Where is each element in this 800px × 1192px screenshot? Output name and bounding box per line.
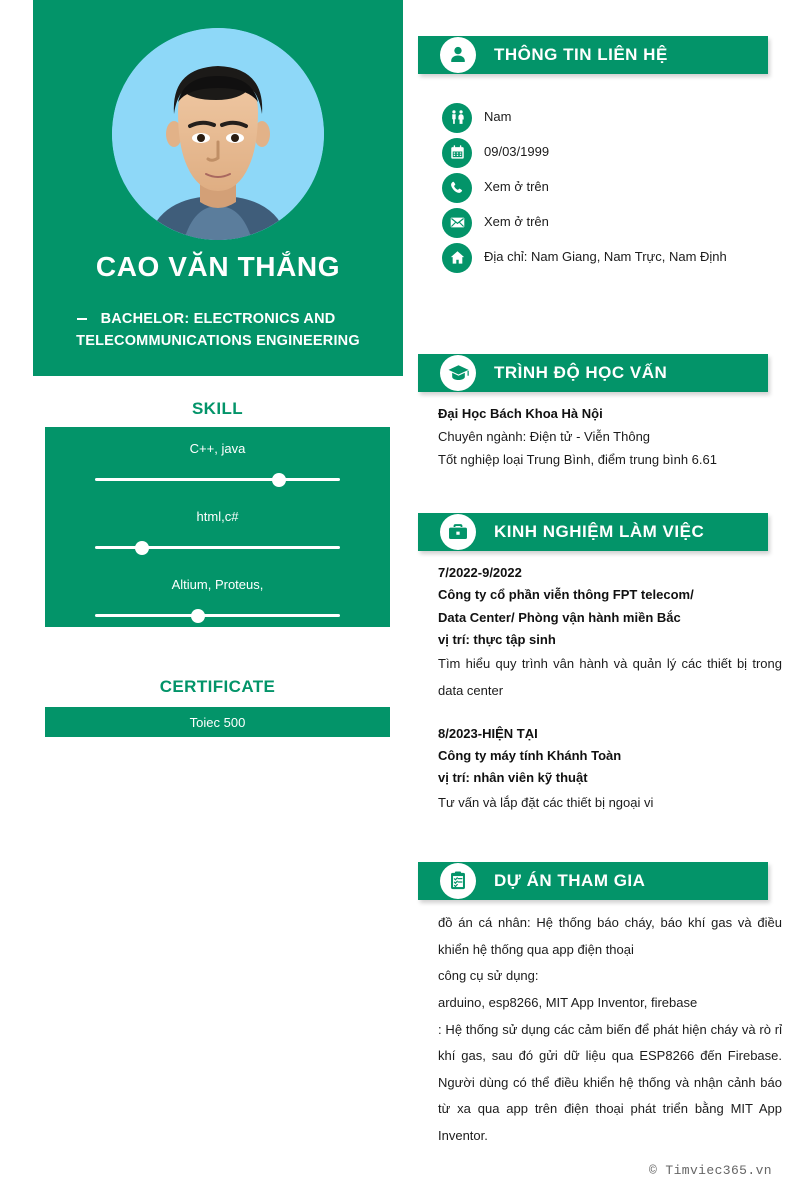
skill-box — [45, 427, 390, 627]
slider-track — [95, 546, 340, 549]
project-title: đồ án cá nhân: Hệ thống báo cháy, báo khí gas và điều khiển hệ thống qua app điện thoại — [438, 915, 782, 957]
avatar — [112, 28, 324, 240]
section-title: THÔNG TIN LIÊN HỆ — [494, 45, 668, 64]
education-major: Chuyên ngành: Điện tử - Viễn Thông — [438, 429, 651, 445]
experience-job — [438, 562, 782, 705]
section-title: KINH NGHIỆM LÀM VIỆC — [494, 522, 705, 541]
contact-row-email[interactable] — [410, 205, 800, 240]
slider-knob[interactable] — [191, 609, 205, 623]
job-company-line2: Data Center/ Phòng vận hành miền Bắc — [438, 609, 681, 625]
calendar-icon — [442, 138, 472, 168]
contact-value: Nam — [484, 109, 512, 125]
slider-knob[interactable] — [135, 541, 149, 555]
education-school: Đại Học Bách Khoa Hà Nội — [438, 406, 603, 421]
job-description: Tìm hiểu quy trình vân hành và quản lý các thiết bị trong data center — [438, 656, 782, 699]
project-tools-label: công cụ sử dụng: — [438, 968, 539, 984]
contact-row-address — [410, 240, 800, 275]
education-result: Tốt nghiệp loại Trung Bình, điểm trung bình 6.61 — [438, 452, 717, 468]
job-position: vị trí: thực tập sinh — [438, 632, 556, 648]
slider-track — [95, 614, 340, 617]
slider-track — [95, 478, 340, 481]
profile-panel — [33, 0, 403, 376]
contact-list — [410, 100, 800, 275]
experience-job — [438, 723, 782, 817]
footer-watermark: © Timviec365.vn — [648, 1163, 772, 1178]
skill-slider[interactable] — [95, 541, 340, 555]
section-header-education — [418, 354, 768, 392]
slider-knob[interactable] — [272, 473, 286, 487]
contact-value: Xem ở trên — [484, 214, 549, 230]
contact-row-birthday — [410, 135, 800, 170]
spacer — [438, 705, 782, 723]
skill-slider[interactable] — [95, 609, 340, 623]
skill-heading: SKILL — [191, 399, 244, 418]
contact-value: Địa chỉ: Nam Giang, Nam Trực, Nam Định — [484, 249, 727, 265]
job-period: 8/2023-HIỆN TẠI — [438, 725, 538, 741]
skill-item — [45, 509, 390, 555]
contact-row-gender — [410, 100, 800, 135]
contact-value: 09/03/1999 — [484, 144, 550, 160]
skill-slider[interactable] — [95, 473, 340, 487]
portrait-photo-icon — [112, 28, 324, 240]
person-icon — [440, 37, 476, 73]
education-body — [438, 403, 782, 472]
page-title: CAO VĂN THẮNG — [95, 251, 341, 282]
project-description: : Hệ thống sử dụng các cảm biến để phát hiện cháy và rò rỉ khí gas, sau đó gửi dữ liệu qua ESP8266 đến Firebase. Người dùng có thể điều khiển hệ thống và nhận cảnh báo từ xa qua app trên điện thoại phát triển bằng MIT App Inventor. — [438, 1021, 782, 1144]
briefcase-icon — [440, 514, 476, 550]
right-column — [410, 0, 800, 1192]
certificate-item: Toiec 500 — [45, 707, 390, 737]
section-title: DỰ ÁN THAM GIA — [494, 871, 646, 890]
contact-value: Xem ở trên — [484, 179, 549, 195]
section-header-contact — [418, 36, 768, 74]
job-title: BACHELOR: ELECTRONICS AND TELECOMMUNICATIONS ENGINEERING — [76, 311, 360, 350]
job-position: vị trí: nhân viên kỹ thuật — [438, 770, 588, 786]
job-period: 7/2022-9/2022 — [438, 565, 522, 580]
experience-body — [438, 562, 782, 816]
contact-row-phone[interactable] — [410, 170, 800, 205]
projects-body — [438, 910, 782, 1150]
job-company-line1: Công ty máy tính Khánh Toàn — [438, 748, 622, 764]
gender-icon — [442, 103, 472, 133]
job-company-line1: Công ty cổ phần viễn thông FPT telecom/ — [438, 587, 694, 603]
certificate-heading: CERTIFICATE — [159, 677, 276, 696]
skill-label: C++, java — [189, 441, 246, 456]
clipboard-check-icon — [440, 863, 476, 899]
skill-item — [45, 577, 390, 623]
envelope-icon — [442, 208, 472, 238]
project-tools: arduino, esp8266, MIT App Inventor, firebase — [438, 994, 698, 1010]
phone-icon — [442, 173, 472, 203]
section-title: TRÌNH ĐỘ HỌC VẤN — [494, 363, 668, 382]
skill-label: html,c# — [196, 509, 239, 524]
section-header-projects — [418, 862, 768, 900]
job-description: Tư vấn và lắp đặt các thiết bị ngoại vi — [438, 794, 654, 810]
skill-label: Altium, Proteus, — [171, 577, 264, 592]
graduation-cap-icon — [440, 355, 476, 391]
home-icon — [442, 243, 472, 273]
section-header-experience — [418, 513, 768, 551]
skill-item — [45, 441, 390, 487]
